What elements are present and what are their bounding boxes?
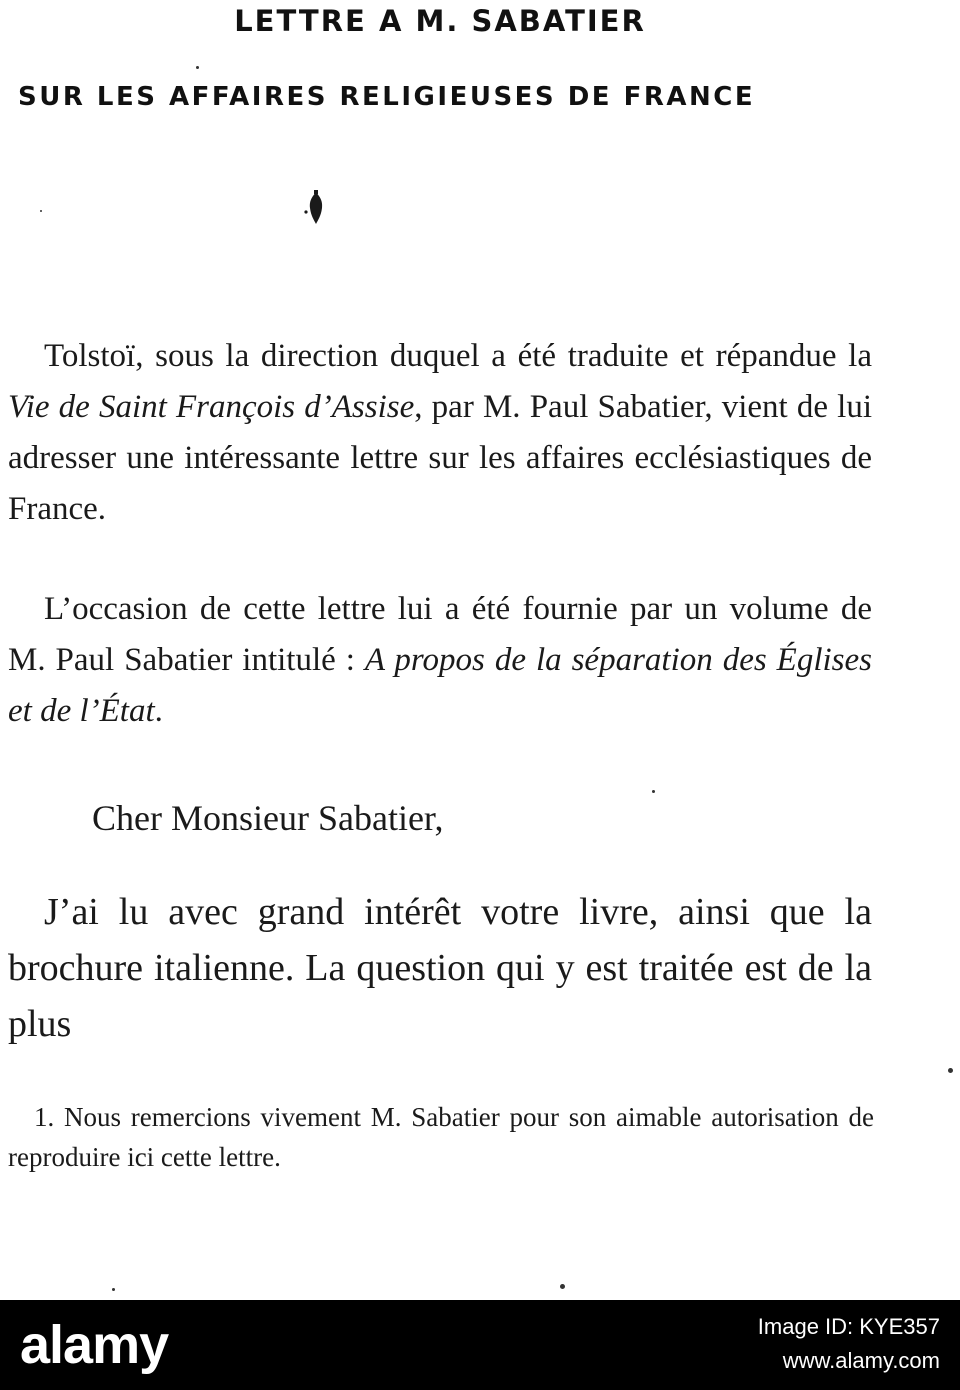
print-speck — [196, 66, 199, 69]
site-url: www.alamy.com — [782, 1348, 940, 1373]
letter-body: J’ai lu avec grand intérêt votre livre, ainsi que la brochure italienne. La question qui y est traitée est de la plus — [8, 891, 872, 1045]
intro-paragraph — [8, 331, 872, 535]
alamy-logo: alamy — [20, 1315, 169, 1375]
print-speck — [560, 1284, 565, 1289]
volume-title: A propos de la séparation des Églises et de l’État — [8, 642, 872, 729]
occasion-text-end: . — [154, 693, 163, 729]
print-speck — [112, 1288, 115, 1291]
print-speck — [652, 790, 655, 793]
occasion-paragraph — [8, 584, 872, 737]
fleuron-icon — [303, 190, 329, 226]
book-title: Vie de Saint François d’Assise — [8, 389, 415, 425]
title-line-2: SUR LES AFFAIRES RELIGIEUSES DE FRANCE — [18, 82, 756, 112]
footnote: 1. Nous remercions vivement M. Sabatier pour son aimable autorisation de reproduire ici cette lettre. — [8, 1102, 874, 1172]
image-id-label: Image ID: KYE357 — [757, 1314, 940, 1339]
print-speck — [948, 1068, 953, 1073]
print-speck — [40, 210, 42, 212]
letter-salutation: Cher Monsieur Sabatier, — [92, 798, 444, 838]
intro-text-end: , par M. Paul Sabatier, vient de lui adresser une intéressante lettre sur les affaires ecclésiastiques de France. — [8, 389, 872, 527]
watermark-bar — [0, 1300, 960, 1390]
intro-text-start: Tolstoï, sous la direction duquel a été traduite et répandue la — [44, 338, 872, 374]
occasion-text-start: L’occasion de cette lettre lui a été fournie par un volume de M. Paul Sabatier intitulé : — [8, 591, 872, 678]
title-line-1: LETTRE A M. SABATIER — [234, 4, 646, 38]
